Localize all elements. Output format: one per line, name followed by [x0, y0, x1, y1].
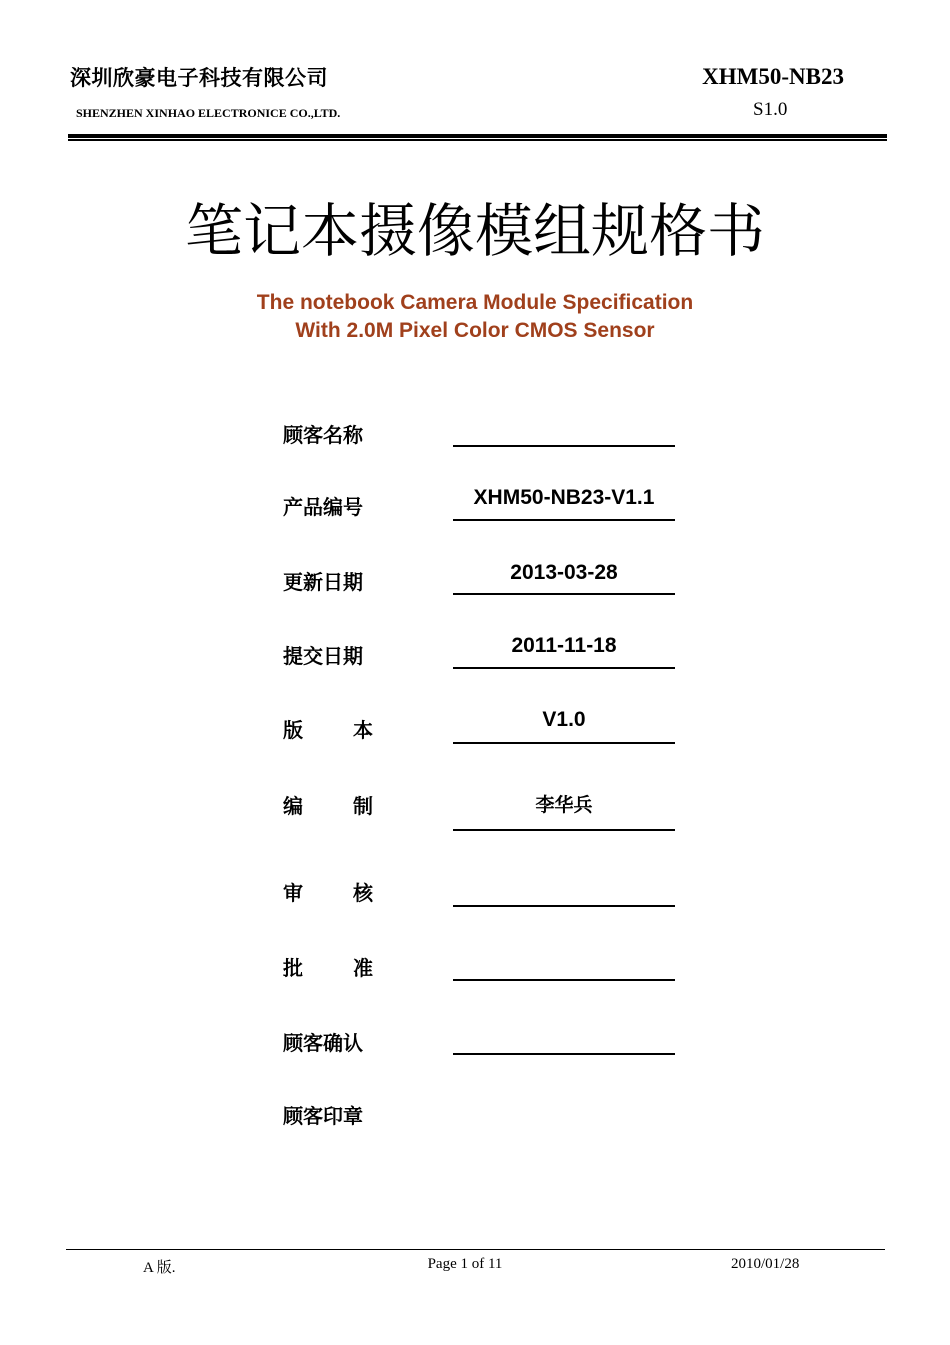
footer-page-number: Page 1 of 11	[427, 1256, 503, 1272]
subtitle-line-1: The notebook Camera Module Specification	[256, 291, 694, 314]
header-rule-thin	[68, 139, 887, 141]
page-title: 笔记本摄像模组规格书	[184, 197, 765, 265]
reviewed-by-label-b: 核	[353, 881, 373, 905]
reviewed-by-label	[283, 877, 373, 906]
update-date-line	[453, 593, 675, 595]
customer-name-label: 顾客名称	[283, 423, 363, 447]
submit-date-label: 提交日期	[283, 644, 363, 668]
footer-date: 2010/01/28	[731, 1256, 800, 1272]
product-no-label: 产品编号	[283, 495, 363, 519]
product-no-value: XHM50-NB23-V1.1	[473, 486, 655, 509]
approved-by-label-a: 批	[283, 956, 303, 980]
update-date-value: 2013-03-28	[510, 561, 618, 584]
customer-confirm-line	[453, 1053, 675, 1055]
reviewed-by-line	[453, 905, 675, 907]
reviewed-by-label-a: 审	[283, 881, 303, 905]
customer-name-line	[453, 445, 675, 447]
prepared-by-label-a: 编	[283, 794, 303, 818]
submit-date-value: 2011-11-18	[511, 634, 617, 657]
prepared-by-label	[283, 790, 373, 819]
subtitle-line-2: With 2.0M Pixel Color CMOS Sensor	[295, 319, 655, 342]
header-rule-thick	[68, 134, 887, 138]
version-line	[453, 742, 675, 744]
company-name-cn: 深圳欣豪电子科技有限公司	[70, 66, 328, 90]
submit-date-line	[453, 667, 675, 669]
footer-rule	[66, 1249, 885, 1250]
version-value: V1.0	[542, 708, 586, 731]
prepared-by-line	[453, 829, 675, 831]
prepared-by-value: 李华兵	[535, 794, 593, 816]
customer-confirm-label: 顾客确认	[283, 1031, 363, 1055]
customer-seal-label: 顾客印章	[283, 1104, 363, 1128]
document-code: XHM50-NB23	[702, 64, 844, 89]
document-revision: S1.0	[753, 99, 788, 120]
approved-by-label-b: 准	[353, 956, 373, 980]
version-label-a: 版	[283, 718, 303, 742]
update-date-label: 更新日期	[283, 570, 363, 594]
company-name-en: SHENZHEN XINHAO ELECTRONICE CO.,LTD.	[76, 106, 341, 120]
footer-edition: A 版.	[143, 1260, 176, 1276]
approved-by-label	[283, 952, 373, 981]
version-label	[283, 714, 373, 743]
product-no-line	[453, 519, 675, 521]
version-label-b: 本	[353, 718, 373, 742]
prepared-by-label-b: 制	[353, 794, 373, 818]
approved-by-line	[453, 979, 675, 981]
